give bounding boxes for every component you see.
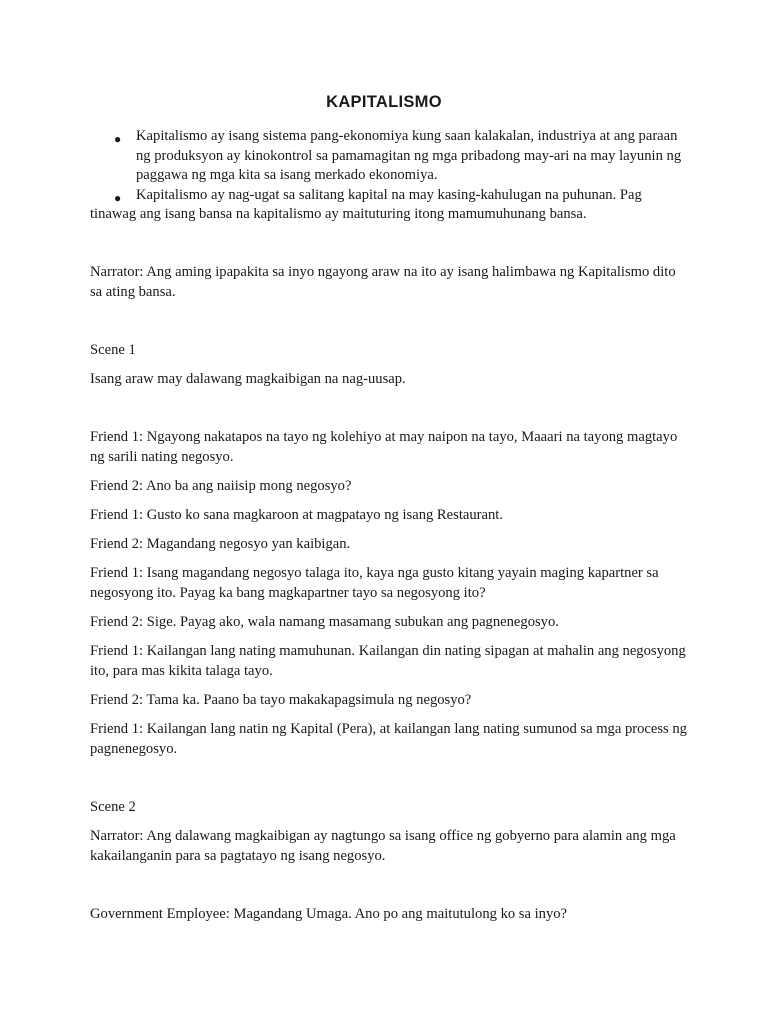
dialogue-line: Friend 1: Gusto ko sana magkaroon at magpatayo ng isang Restaurant. — [90, 507, 503, 523]
document-title: KAPITALISMO — [326, 93, 442, 111]
scene-heading: Scene 1 — [90, 342, 136, 358]
dialogue-line: Government Employee: Magandang Umaga. Ano po ang maitutulong ko sa inyo? — [90, 906, 568, 922]
bullet-text: Kapitalismo ay isang sistema pang-ekonomiya kung saan kalakalan, industriya at ang paraan ng produksyon ay kinokontrol sa pamamagitan ng mga pribadong may-ari na may layunin ng paggawa ng mga kita sa isang merkado ekonomiya. — [136, 128, 682, 183]
narrator-line: Narrator: Ang dalawang magkaibigan ay nagtungo sa isang office ng gobyerno para alamin ang mga kakailanganin para sa pagtatayo ng isang negosyo. — [90, 828, 676, 864]
bullet-item — [90, 127, 690, 186]
definition-bullet-list — [90, 127, 690, 225]
dialogue-line: Friend 2: Tama ka. Paano ba tayo makakapagsimula ng negosyo? — [90, 692, 472, 708]
scene-heading: Scene 2 — [90, 799, 136, 815]
dialogue-line: Friend 2: Ano ba ang naiisip mong negosyo? — [90, 478, 352, 494]
dialogue-line: Friend 1: Kailangan lang nating mamuhunan. Kailangan din nating sipagan at mahalin ang negosyong ito, para mas kikita talaga tayo. — [90, 643, 686, 679]
dialogue-line: Friend 1: Ngayong nakatapos na tayo ng kolehiyo at may naipon na tayo, Maaari na tayong magtayo ng sarili nating negosyo. — [90, 429, 678, 465]
dialogue-line: Friend 2: Magandang negosyo yan kaibigan. — [90, 536, 351, 552]
dialogue-line: Friend 1: Isang magandang negosyo talaga ito, kaya nga gusto kitang yayain maging kapartner sa negosyong ito. Payag ka bang magkapartner tayo sa negosyong ito? — [90, 565, 659, 601]
bullet-item — [90, 186, 690, 225]
narration-line: Isang araw may dalawang magkaibigan na nag-uusap. — [90, 371, 406, 387]
bullet-text: Kapitalismo ay nag-ugat sa salitang kapital na may kasing-kahulugan na puhunan. Pag tinawag ang isang bansa na kapitalismo ay maituturing itong mamumuhunang bansa. — [90, 186, 642, 222]
dialogue-line: Friend 2: Sige. Payag ako, wala namang masamang subukan ang pagnenegosyo. — [90, 614, 559, 630]
bullet-dot-icon: ● — [114, 132, 122, 146]
narrator-line: Narrator: Ang aming ipapakita sa inyo ngayong araw na ito ay isang halimbawa ng Kapitalismo dito sa ating bansa. — [90, 264, 676, 300]
dialogue-line: Friend 1: Kailangan lang natin ng Kapital (Pera), at kailangan lang nating sumunod sa mga process ng pagnenegosyo. — [90, 721, 687, 757]
bullet-dot-icon: ● — [114, 190, 122, 205]
